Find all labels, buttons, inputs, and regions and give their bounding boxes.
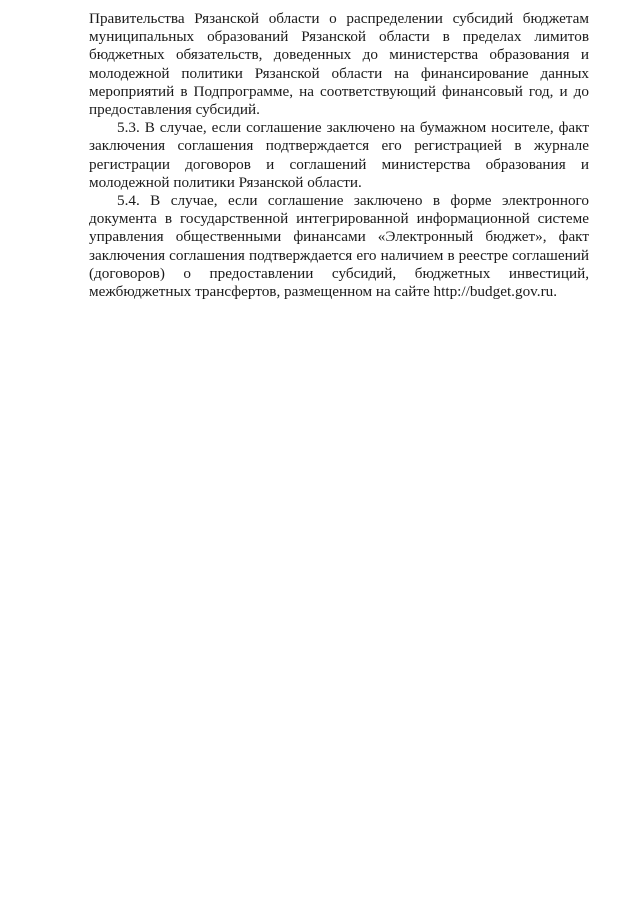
- text-line: (договоров) о предоставлении субсидий, бюджетных инвестиций,: [89, 264, 589, 282]
- paragraph-continuation: [89, 10, 589, 119]
- document-page: [89, 10, 589, 301]
- text-line: Правительства Рязанской области о распределении субсидий бюджетам: [89, 10, 589, 27]
- text-line: управления общественными финансами «Электронный бюджет», факт: [89, 228, 589, 246]
- text-line: 5.4. В случае, если соглашение заключено в форме электронного: [117, 192, 589, 210]
- text-line: мероприятий в Подпрограмме, на соответствующий финансовый год, и до: [89, 82, 589, 100]
- paragraph-clause-5-3: [89, 119, 589, 192]
- text-line: межбюджетных трансфертов, размещенном на сайте http://budget.gov.ru.: [89, 283, 558, 301]
- text-line: 5.3. В случае, если соглашение заключено на бумажном носителе, факт: [117, 119, 589, 137]
- text-line: регистрации договоров и соглашений министерства образования и: [89, 155, 589, 173]
- text-line: молодежной политики Рязанской области.: [89, 173, 362, 191]
- text-line: предоставления субсидий.: [89, 101, 260, 119]
- text-line: молодежной политики Рязанской области на финансирование данных: [89, 64, 589, 82]
- text-line: заключения соглашения подтверждается его регистрацией в журнале: [89, 137, 589, 155]
- text-line: документа в государственной интегрированной информационной системе: [89, 210, 589, 228]
- text-line: бюджетных обязательств, доведенных до министерства образования и: [89, 46, 589, 64]
- text-line: заключения соглашения подтверждается его наличием в реестре соглашений: [89, 246, 589, 264]
- text-line: муниципальных образований Рязанской области в пределах лимитов: [89, 28, 589, 46]
- paragraph-clause-5-4: [89, 192, 589, 301]
